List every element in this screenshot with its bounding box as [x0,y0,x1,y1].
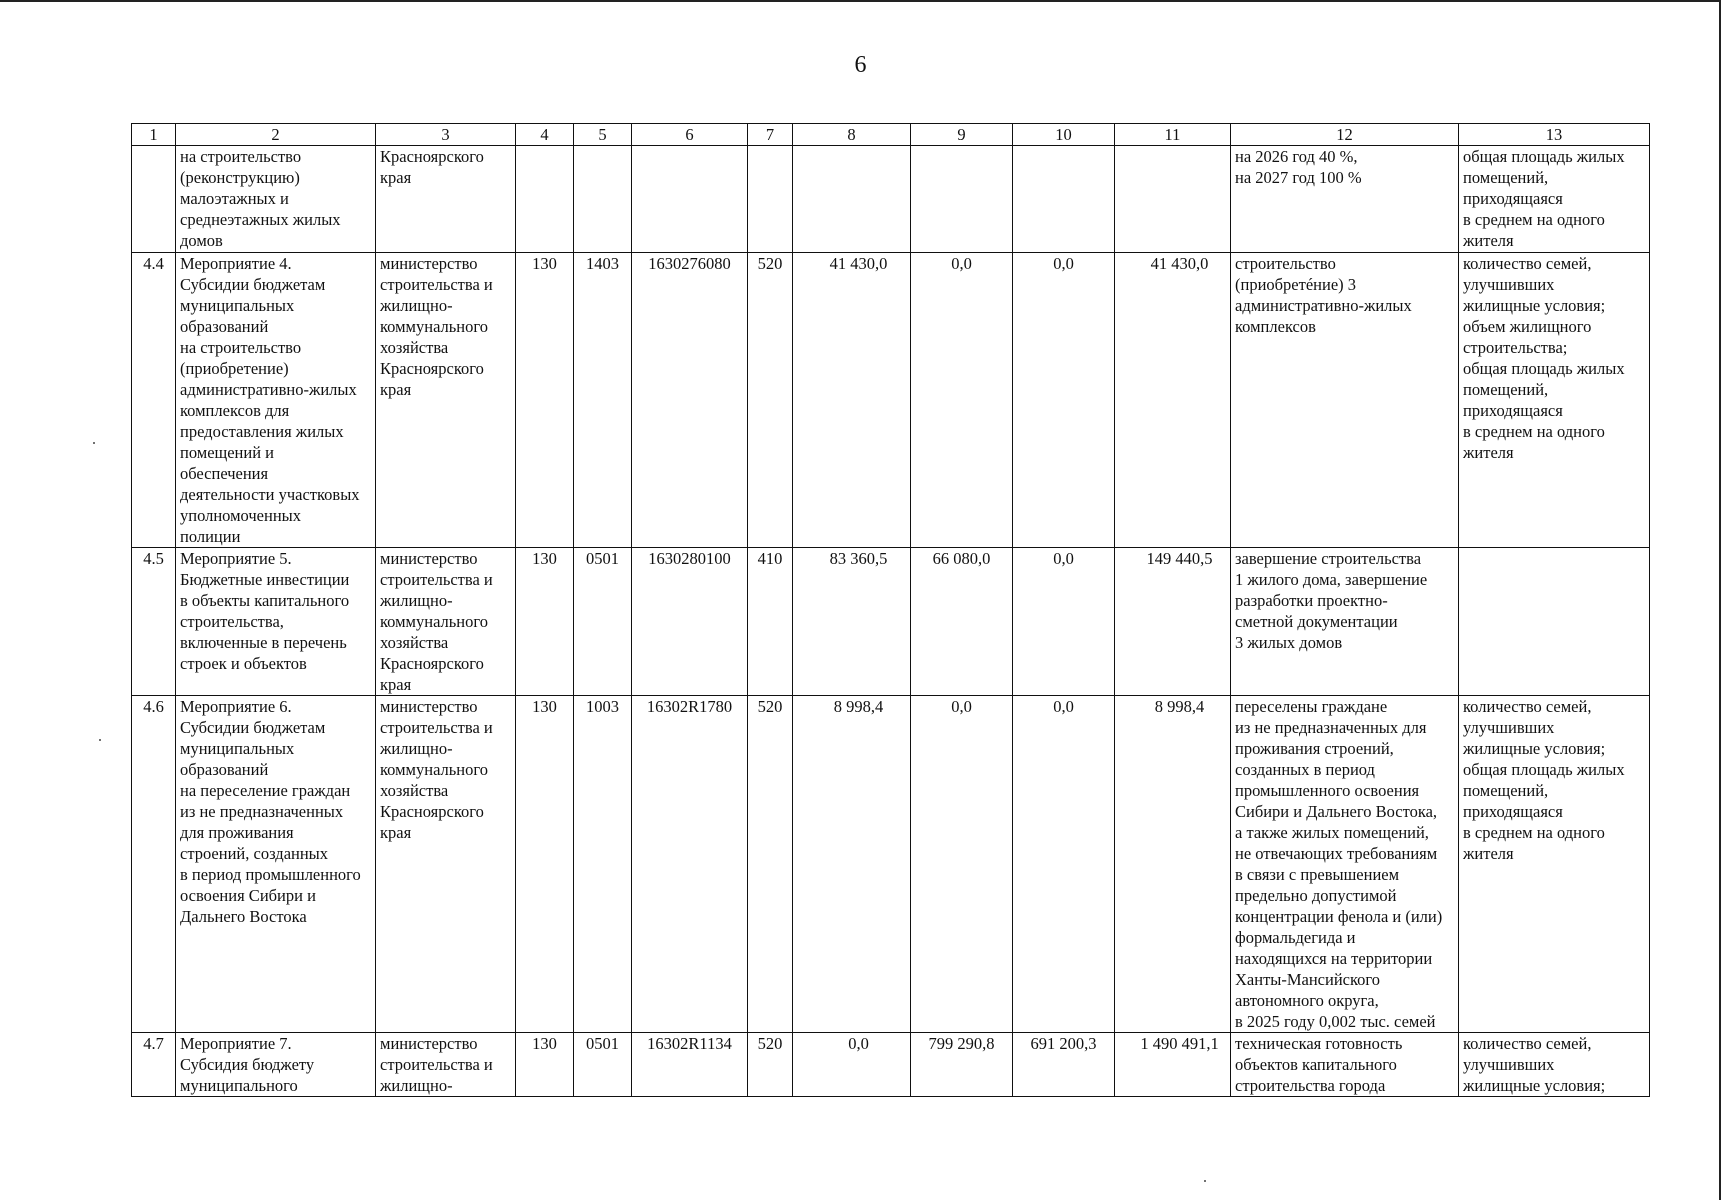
target-indicator: количество семей, улучшивших жилищные условия; общая площадь жилых помещений, приходящаяся в среднем на одного жителя [1459,696,1650,1033]
target-article-code: 16302R1134 [632,1033,748,1097]
amount-year-3: 0,0 [1013,696,1115,1033]
section-code: 0501 [574,1033,632,1097]
column-header: 7 [748,124,793,146]
amount-year-2: 799 290,8 [911,1033,1013,1097]
item-number: 4.6 [132,696,176,1033]
amount-year-2 [911,146,1013,253]
item-number: 4.7 [132,1033,176,1097]
gbs-code: 130 [516,548,574,696]
expense-type-code [748,146,793,253]
column-header: 5 [574,124,632,146]
target-indicator: количество семей, улучшивших жилищные условия; [1459,1033,1650,1097]
column-header: 4 [516,124,574,146]
table-row [132,696,1650,1033]
table-row [132,253,1650,548]
executor: министерство строительства и жилищно- [376,1033,516,1097]
amount-year-1: 0,0 [793,1033,911,1097]
gbs-code: 130 [516,253,574,548]
amount-total: 1 490 491,1 [1115,1033,1231,1097]
amount-year-3: 691 200,3 [1013,1033,1115,1097]
executor: министерство строительства и жилищно- коммунального хозяйства Красноярского края [376,696,516,1033]
section-code: 1403 [574,253,632,548]
column-header: 8 [793,124,911,146]
table-row [132,146,1650,253]
expected-result: завершение строительства 1 жилого дома, завершение разработки проектно- сметной документации 3 жилых домов [1231,548,1459,696]
column-number-row [132,124,1650,146]
expense-type-code: 410 [748,548,793,696]
amount-year-3: 0,0 [1013,253,1115,548]
column-header: 11 [1115,124,1231,146]
amount-total [1115,146,1231,253]
target-indicator: общая площадь жилых помещений, приходящаяся в среднем на одного жителя [1459,146,1650,253]
section-code [574,146,632,253]
column-header: 9 [911,124,1013,146]
expected-result: техническая готовность объектов капитального строительства города [1231,1033,1459,1097]
measure-name: Мероприятие 5. Бюджетные инвестиции в объекты капитального строительства, включенные в перечень строек и объектов [176,548,376,696]
amount-year-1: 83 360,5 [793,548,911,696]
section-code: 1003 [574,696,632,1033]
item-number: 4.5 [132,548,176,696]
gbs-code: 130 [516,1033,574,1097]
table-row [132,1033,1650,1097]
column-header: 2 [176,124,376,146]
amount-year-2: 0,0 [911,696,1013,1033]
target-article-code [632,146,748,253]
amount-year-3 [1013,146,1115,253]
amount-year-2: 66 080,0 [911,548,1013,696]
target-article-code: 1630276080 [632,253,748,548]
column-header: 13 [1459,124,1650,146]
measure-name: на строительство (реконструкцию) малоэтажных и среднеэтажных жилых домов [176,146,376,253]
executor: министерство строительства и жилищно- коммунального хозяйства Красноярского края [376,548,516,696]
amount-total: 8 998,4 [1115,696,1231,1033]
gbs-code [516,146,574,253]
amount-year-2: 0,0 [911,253,1013,548]
expected-result: строительство (приобретéние) 3 административно-жилых комплексов [1231,253,1459,548]
target-indicator [1459,548,1650,696]
scan-speck [1204,1180,1206,1182]
column-header: 10 [1013,124,1115,146]
column-header: 12 [1231,124,1459,146]
scan-speck [93,442,95,444]
amount-year-1: 41 430,0 [793,253,911,548]
item-number: 4.4 [132,253,176,548]
table-row [132,548,1650,696]
amount-year-3: 0,0 [1013,548,1115,696]
expense-type-code: 520 [748,253,793,548]
column-header: 6 [632,124,748,146]
section-code: 0501 [574,548,632,696]
expected-result: переселены граждане из не предназначенных для проживания строений, созданных в период промышленного освоения Сибири и Дальнего Востока, а также жилых помещений, не отвечающих требованиям в связи с превышением предельно допустимой концентрации фенола и (или) формальдегида и находящихся на территории Ханты-Мансийского автономного округа, в 2025 году 0,002 тыс. семей [1231,696,1459,1033]
column-header: 3 [376,124,516,146]
target-indicator: количество семей, улучшивших жилищные условия; объем жилищного строительства; общая площадь жилых помещений, приходящаяся в среднем на одного жителя [1459,253,1650,548]
target-article-code: 1630280100 [632,548,748,696]
amount-year-1 [793,146,911,253]
expense-type-code: 520 [748,696,793,1033]
amount-total: 41 430,0 [1115,253,1231,548]
scan-border-top [0,0,1721,2]
program-measures-table [131,123,1650,1097]
measure-name: Мероприятие 6. Субсидии бюджетам муниципальных образований на переселение граждан из не предназначенных для проживания строений, созданных в период промышленного освоения Сибири и Дальнего Востока [176,696,376,1033]
column-header: 1 [132,124,176,146]
target-article-code: 16302R1780 [632,696,748,1033]
executor: министерство строительства и жилищно- коммунального хозяйства Красноярского края [376,253,516,548]
executor: Красноярского края [376,146,516,253]
measure-name: Мероприятие 7. Субсидия бюджету муниципального [176,1033,376,1097]
measure-name: Мероприятие 4. Субсидии бюджетам муниципальных образований на строительство (приобретение) административно-жилых комплексов для предоставления жилых помещений и обеспечения деятельности участковых уполномоченных полиции [176,253,376,548]
item-number [132,146,176,253]
expense-type-code: 520 [748,1033,793,1097]
expected-result: на 2026 год 40 %, на 2027 год 100 % [1231,146,1459,253]
scan-speck [99,739,101,741]
amount-year-1: 8 998,4 [793,696,911,1033]
gbs-code: 130 [516,696,574,1033]
amount-total: 149 440,5 [1115,548,1231,696]
page-number: 6 [854,52,867,78]
